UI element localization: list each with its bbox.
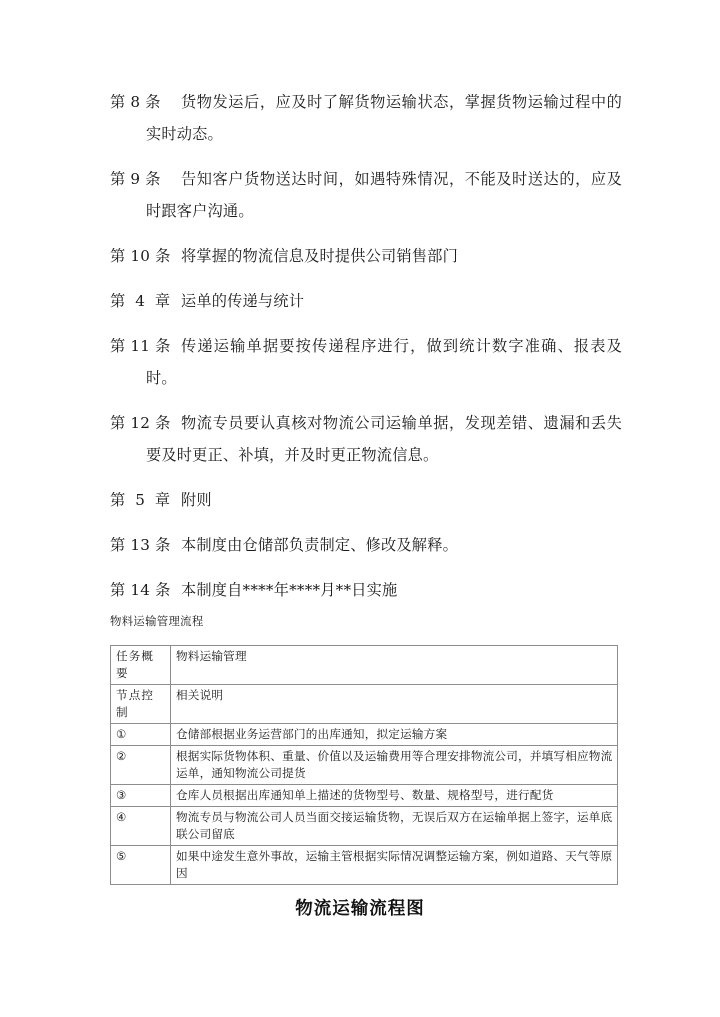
flow-node-key: ③ <box>111 785 171 807</box>
table-row <box>111 807 618 846</box>
table-row <box>111 685 618 724</box>
article-text: 物流专员要认真核对物流公司运输单据，发现差错、遗漏和丢失要及时更正、补填，并及时更正物流信息。 <box>146 414 622 464</box>
flow-node-description: 仓储部根据业务运营部门的出库通知，拟定运输方案 <box>171 724 618 746</box>
flow-node-key: ⑤ <box>111 846 171 885</box>
article-label: 第 9 条 <box>110 170 161 188</box>
flow-node-description: 物流专员与物流公司人员当面交接运输货物，无误后双方在运输单据上签字，运单底联公司留底 <box>171 807 618 846</box>
article-label: 第 13 条 <box>110 536 171 554</box>
article-label: 第 10 条 <box>110 247 171 265</box>
article-entry <box>110 407 622 471</box>
flow-node-key: 节点控制 <box>111 685 171 724</box>
flow-node-key: ④ <box>111 807 171 846</box>
article-text: 传递运输单据要按传递程序进行，做到统计数字准确、报表及时。 <box>146 337 622 387</box>
table-row <box>111 724 618 746</box>
article-entry <box>110 529 622 561</box>
article-entry <box>110 574 622 606</box>
flow-node-key: ① <box>111 724 171 746</box>
material-transport-flow-table <box>110 645 618 885</box>
article-text: 附则 <box>181 491 212 509</box>
article-label: 第 11 条 <box>110 337 171 355</box>
flow-node-description: 相关说明 <box>171 685 618 724</box>
article-text: 本制度由仓储部负责制定、修改及解释。 <box>181 536 458 554</box>
table-row <box>111 646 618 685</box>
article-label: 第 4 章 <box>110 292 173 310</box>
flow-node-key: 任务概要 <box>111 646 171 685</box>
article-text: 本制度自****年****月**日实施 <box>181 581 398 599</box>
article-label: 第 14 条 <box>110 581 171 599</box>
article-entry <box>110 163 622 227</box>
flow-diagram-title: 物流运输流程图 <box>295 899 425 919</box>
article-text: 将掌握的物流信息及时提供公司销售部门 <box>181 247 458 265</box>
table-row <box>111 846 618 885</box>
article-label: 第 12 条 <box>110 414 171 432</box>
article-label: 第 5 章 <box>110 491 173 509</box>
flow-table-body <box>111 646 618 885</box>
flow-node-description: 根据实际货物体积、重量、价值以及运输费用等合理安排物流公司，并填写相应物流运单，通知物流公司提货 <box>171 746 618 785</box>
article-text: 告知客户货物送达时间，如遇特殊情况，不能及时送达的，应及时跟客户沟通。 <box>146 170 622 220</box>
flow-node-description: 仓库人员根据出库通知单上描述的货物型号、数量、规格型号，进行配货 <box>171 785 618 807</box>
flow-node-key: ② <box>111 746 171 785</box>
article-entry <box>110 484 622 516</box>
table-row <box>111 785 618 807</box>
article-list <box>110 86 622 619</box>
article-label: 第 8 条 <box>110 93 161 111</box>
article-entry <box>110 240 622 272</box>
table-row <box>111 746 618 785</box>
article-entry <box>110 86 622 150</box>
flow-node-description: 物料运输管理 <box>171 646 618 685</box>
flow-node-description: 如果中途发生意外事故，运输主管根据实际情况调整运输方案，例如道路、天气等原因 <box>171 846 618 885</box>
article-text: 运单的传递与统计 <box>181 292 305 310</box>
article-text: 货物发运后，应及时了解货物运输状态，掌握货物运输过程中的实时动态。 <box>146 93 622 143</box>
article-entry <box>110 330 622 394</box>
table-caption: 物料运输管理流程 <box>110 614 204 628</box>
article-entry <box>110 285 622 317</box>
